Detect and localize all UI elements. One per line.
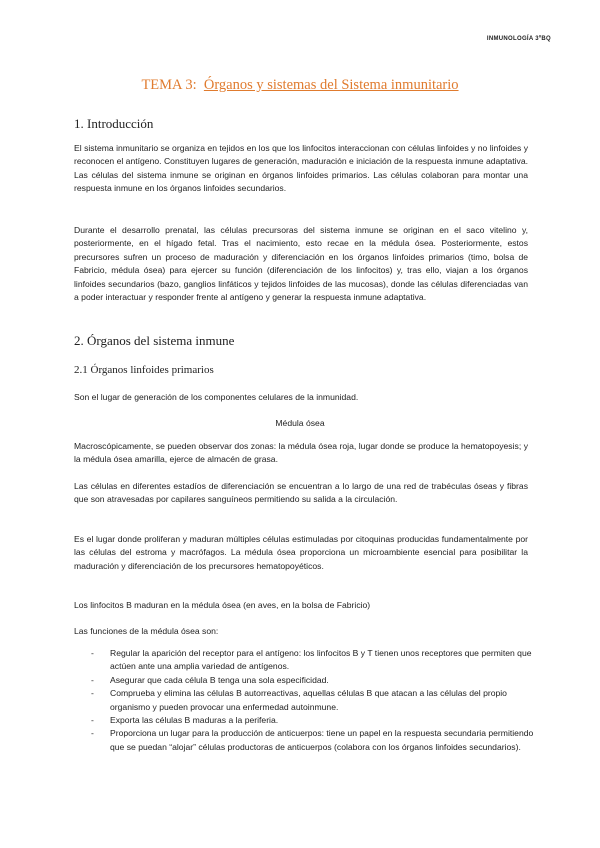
medula-paragraph-1: Macroscópicamente, se pueden observar dos zonas: la médula ósea roja, lugar donde se produce la hematopoyesis; y la médula ósea amarilla, ejerce de almacén de grasa.	[74, 441, 528, 465]
bullet-dash: -	[91, 715, 94, 726]
subsection-heading-primarios: 2.1 Órganos linfoides primarios	[74, 364, 214, 376]
intro-paragraph-2: Durante el desarrollo prenatal, las células precursoras del sistema inmune se originan en el saco vitelino y, posteriormente, en el hígado fetal. Tras el nacimiento, esto recae en la médula ósea. Posteriormente, estos precursores sufren un proceso de maduración y diferenciación en los órganos linfoides primarios (timo, bolsa de Fabricio, médula ósea) para ejercer su función (diferenciación de los linfocitos) y, tras ello, viajan a los órganos linfoides secundarios (bazo, ganglios linfáticos y tejidos linfoides de las mucosas), donde las células diferenciadas van a poder interactuar y responder frente al antígeno y generar la respuesta inmune adaptativa.	[74, 225, 528, 303]
title-text: Órganos y sistemas del Sistema inmunitario	[203, 77, 459, 93]
medula-paragraph-2: Las células en diferentes estadíos de diferenciación se encuentran a lo largo de una red de trabéculas óseas y fibras que son atravesadas por capilares sanguíneos permitiendo su salida a la circulación.	[74, 481, 528, 505]
list-item: - Regular la aparición del receptor para el antígeno: los linfocitos B y T tienen unos receptores que permiten que actúen ante una amplia variedad de antígenos.	[91, 648, 532, 672]
intro-paragraph-1: El sistema inmunitario se organiza en tejidos en los que los linfocitos interaccionan con células linfoides y no linfoides y reconocen el antígeno. Constituyen lugares de generación, maduración e iniciación de la respuesta inmune adaptativa. Las células del sistema inmune se originan en órganos linfoides primarios. Las células colaboran para montar una respuesta inmune en los órganos linfoides secundarios.	[74, 143, 528, 194]
bullet-dash: -	[91, 648, 94, 658]
medula-paragraph-4: Los linfocitos B maduran en la médula ósea (en aves, en la bolsa de Fabricio)	[74, 600, 371, 610]
list-item: - Comprueba y elimina las células B autorreactivas, aquellas células B que atacan a las células del propio organismo y pueden provocar una enfermedad autoinmune.	[91, 688, 507, 712]
page-header: INMUNOLOGÍA 3ºBQ	[486, 36, 551, 42]
bullet-dash: -	[91, 688, 94, 699]
bullet-dash: -	[91, 728, 94, 739]
functions-list	[74, 647, 534, 754]
list-item: - Asegurar que cada célula B tenga una sola especificidad.	[74, 674, 534, 687]
medula-paragraph-5: Las funciones de la médula ósea son:	[74, 626, 219, 636]
list-item: - Proporciona un lugar para la producción de anticuerpos: tiene un papel en la respuesta secundaria permitiendo que se puedan “alojar” células productoras de anticuerpos (colabora con los órganos linfoides secundarios).	[91, 728, 534, 752]
bullet-dash: -	[91, 674, 94, 685]
section-heading-introduccion: 1. Introducción	[74, 116, 154, 131]
primarios-paragraph: Son el lugar de generación de los componentes celulares de la inmunidad.	[74, 392, 359, 402]
page-title	[0, 77, 600, 94]
subheading-medula-osea: Médula ósea	[275, 418, 325, 428]
title-prefix: TEMA 3:	[141, 77, 197, 93]
medula-paragraph-3: Es el lugar donde proliferan y maduran múltiples células estimuladas por citoquinas producidas fundamentalmente por las células del estroma y macrófagos. La médula ósea proporciona un microambiente esencial para posibilitar la maduración y diferenciación de los precursores hematopoyéticos.	[74, 534, 528, 571]
list-item: - Exporta las células B maduras a la periferia.	[74, 714, 534, 727]
section-heading-organos: 2. Órganos del sistema inmune	[74, 333, 235, 348]
